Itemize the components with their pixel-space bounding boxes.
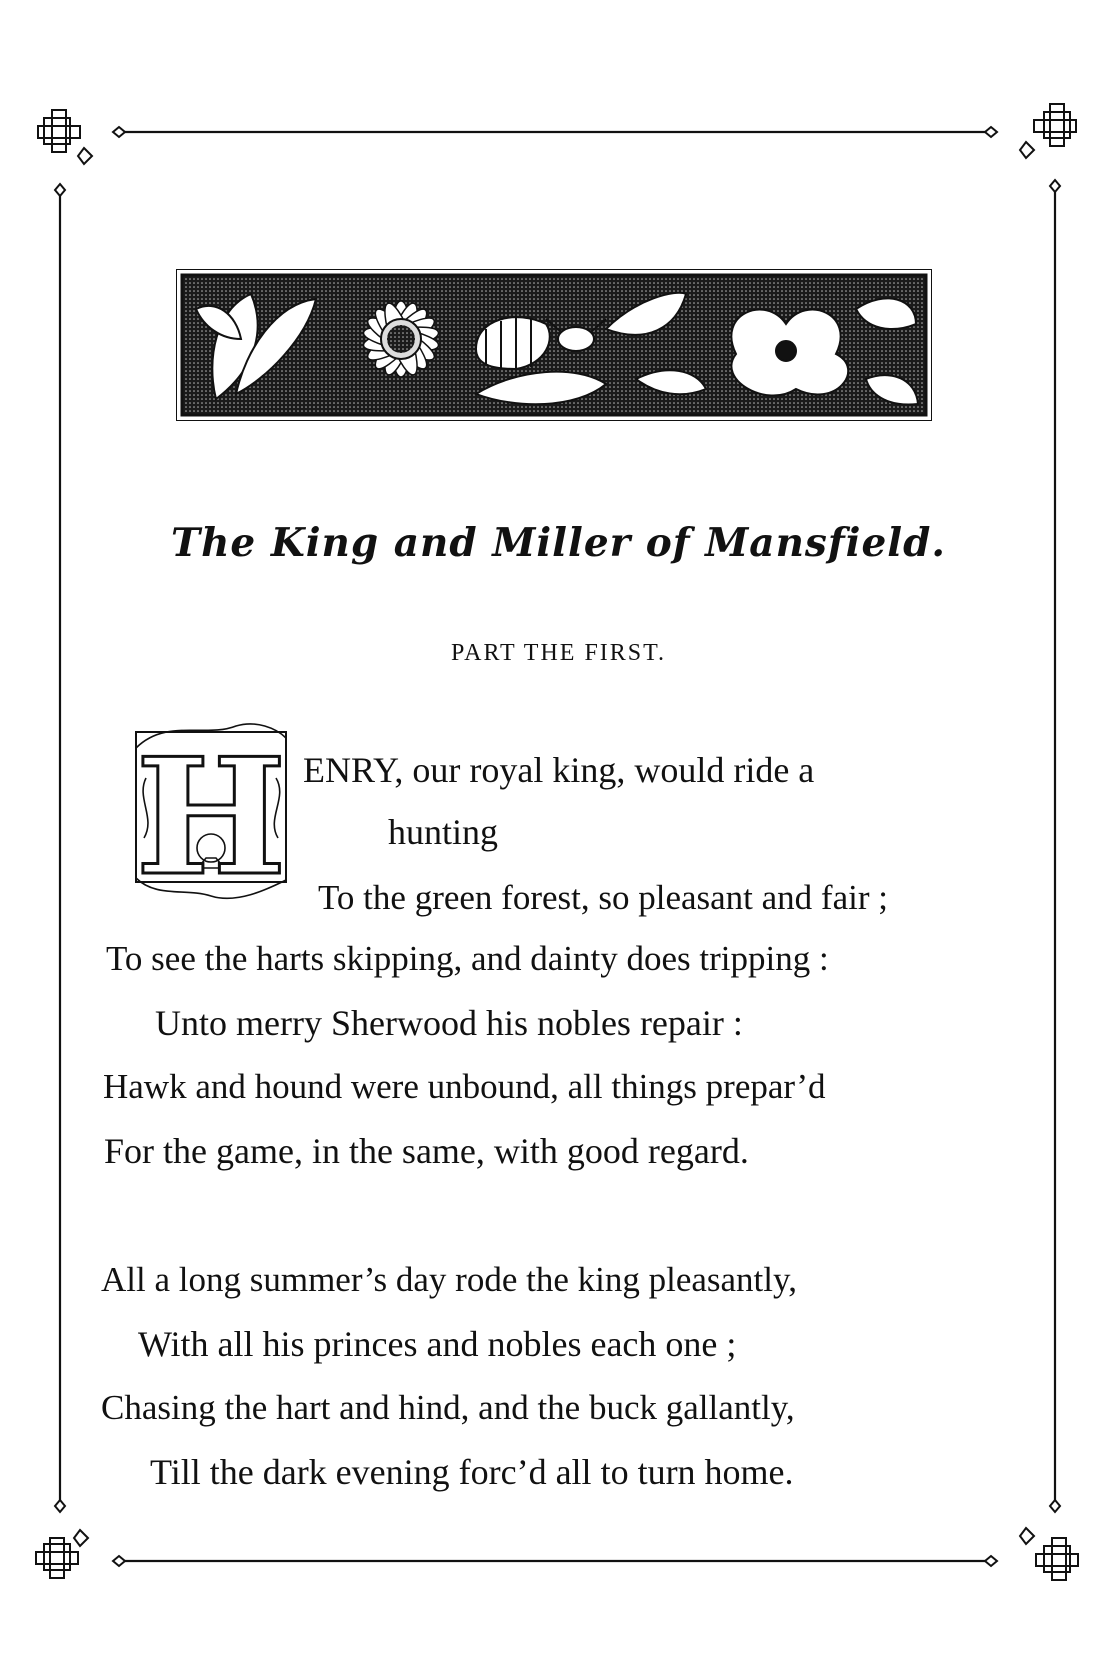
- corner-ornament-bottom-left: [36, 1500, 125, 1578]
- verse-line: Hawk and hound were unbound, all things prepar’d: [103, 1067, 826, 1106]
- verse-line: ENRY, our royal king, would ride a: [303, 750, 815, 790]
- drop-cap-letter: H: [135, 723, 287, 904]
- verse-line: For the game, in the same, with good regard.: [104, 1131, 749, 1171]
- verse-line: With all his princes and nobles each one ;: [138, 1324, 737, 1364]
- corner-ornament-bottom-right: [985, 1500, 1078, 1580]
- verse-line: hunting: [388, 812, 499, 852]
- floral-headpiece: [176, 269, 932, 421]
- page-title: The King and Miller of Mansfield.: [171, 520, 946, 566]
- illuminated-initial: [126, 718, 296, 904]
- verse-line: Till the dark evening forc’d all to turn home.: [150, 1452, 794, 1492]
- verse-line: To the green forest, so pleasant and fair ;: [318, 878, 888, 917]
- verse-line: Chasing the hart and hind, and the buck gallantly,: [101, 1388, 795, 1427]
- part-heading: PART THE FIRST.: [450, 640, 667, 666]
- verse-line: To see the harts skipping, and dainty does tripping :: [106, 939, 829, 978]
- corner-ornament-top-left: [38, 110, 125, 196]
- verse-line: All a long summer’s day rode the king pleasantly,: [101, 1260, 797, 1299]
- corner-ornament-top-right: [985, 104, 1076, 192]
- verse-line: Unto merry Sherwood his nobles repair :: [155, 1003, 743, 1043]
